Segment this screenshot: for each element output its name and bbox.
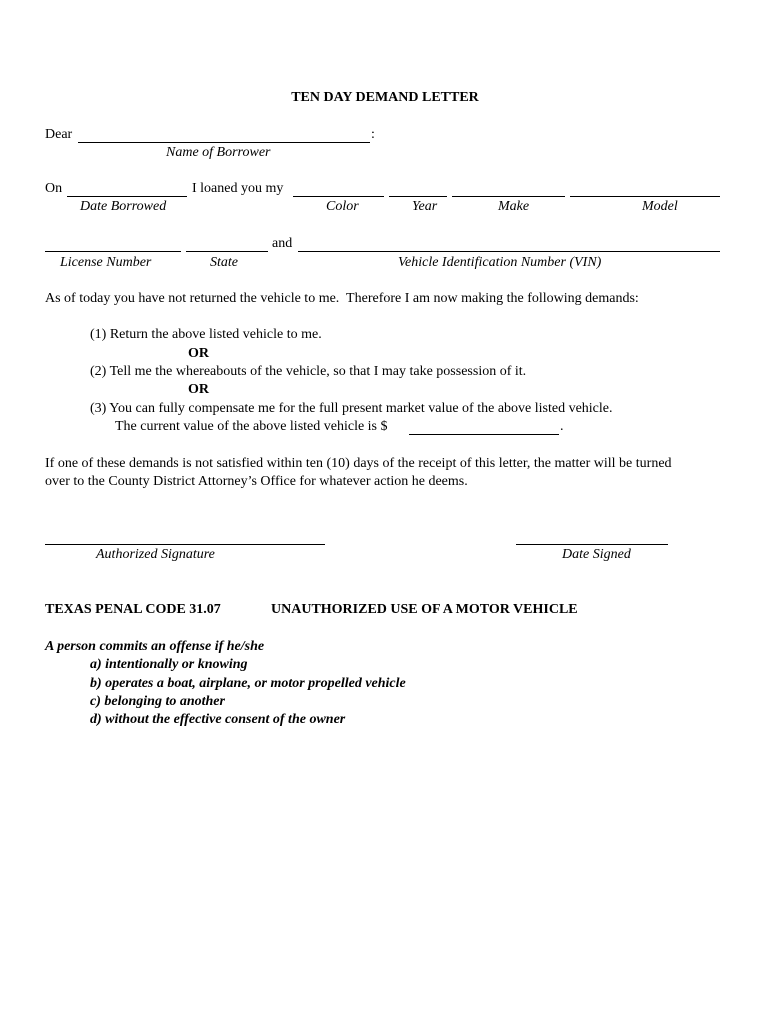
name-of-borrower-label: Name of Borrower <box>166 145 271 160</box>
vin-line[interactable] <box>298 251 720 252</box>
vin-label: Vehicle Identification Number (VIN) <box>398 255 602 270</box>
state-label: State <box>210 255 238 270</box>
current-value-period: . <box>560 419 564 434</box>
current-value-text: The current value of the above listed vehicle is $ <box>115 419 388 434</box>
offense-c: c) belonging to another <box>90 694 225 709</box>
borrower-name-line[interactable] <box>78 142 370 143</box>
demand-2: (2) Tell me the whereabouts of the vehicle, so that I may take possession of it. <box>90 364 527 379</box>
model-label: Model <box>642 199 678 214</box>
demand-1: (1) Return the above listed vehicle to me. <box>90 327 322 342</box>
dear-text: Dear <box>45 127 73 142</box>
dear-colon: : <box>371 127 375 142</box>
offense-a: a) intentionally or knowing <box>90 657 248 672</box>
offense-b: b) operates a boat, airplane, or motor propelled vehicle <box>90 676 406 691</box>
authorized-signature-label: Authorized Signature <box>96 547 215 562</box>
make-label: Make <box>498 199 530 214</box>
intro-text: As of today you have not returned the vehicle to me. Therefore I am now making the following demands: <box>45 291 639 306</box>
penal-code-heading: TEXAS PENAL CODE 31.07 <box>45 602 221 617</box>
color-line[interactable] <box>293 196 384 197</box>
penal-code-title: UNAUTHORIZED USE OF A MOTOR VEHICLE <box>271 602 578 617</box>
license-number-label: License Number <box>60 255 152 270</box>
color-label: Color <box>326 199 359 214</box>
date-borrowed-label: Date Borrowed <box>80 199 167 214</box>
loaned-text: I loaned you my <box>192 181 284 196</box>
date-signed-label: Date Signed <box>562 547 631 562</box>
state-line[interactable] <box>186 251 268 252</box>
or-1: OR <box>188 346 209 361</box>
or-2: OR <box>188 382 209 397</box>
date-signed-line[interactable] <box>516 544 668 545</box>
make-line[interactable] <box>452 196 565 197</box>
warning-line-2: over to the County District Attorney’s Office for whatever action he deems. <box>45 474 468 489</box>
model-line[interactable] <box>570 196 720 197</box>
on-text: On <box>45 181 63 196</box>
demand-3: (3) You can fully compensate me for the full present market value of the above listed vehicle. <box>90 401 613 416</box>
current-value-line[interactable] <box>409 434 559 435</box>
date-borrowed-line[interactable] <box>67 196 187 197</box>
year-line[interactable] <box>389 196 447 197</box>
year-label: Year <box>412 199 438 214</box>
license-number-line[interactable] <box>45 251 181 252</box>
offense-intro: A person commits an offense if he/she <box>45 639 265 654</box>
offense-d: d) without the effective consent of the owner <box>90 712 346 727</box>
and-text: and <box>272 236 293 251</box>
warning-line-1: If one of these demands is not satisfied within ten (10) days of the receipt of this letter, the matter will be turned <box>45 456 672 471</box>
signature-line[interactable] <box>45 544 325 545</box>
page-title: TEN DAY DEMAND LETTER <box>291 90 479 105</box>
